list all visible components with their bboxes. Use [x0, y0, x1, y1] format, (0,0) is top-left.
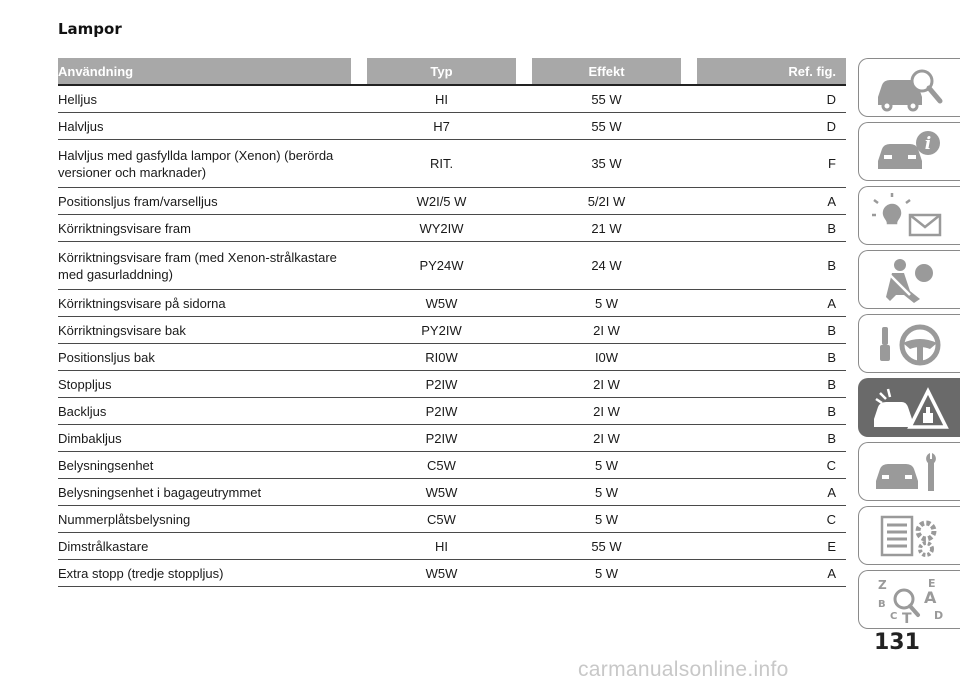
cell-ref-fig: A	[827, 295, 836, 311]
cell-power: 2I W	[593, 322, 620, 338]
header-power: Effekt	[532, 58, 681, 84]
table-row	[58, 140, 846, 188]
cell-ref-fig: B	[827, 349, 836, 365]
cell-type: W5W	[425, 565, 458, 581]
cell-ref-fig: A	[827, 565, 836, 581]
table-row	[58, 317, 846, 344]
cell-power: 55 W	[591, 538, 622, 554]
car-info-icon	[870, 127, 950, 177]
cell-ref-fig: D	[826, 118, 836, 134]
cell-usage: Backljus	[58, 403, 107, 419]
table-row	[58, 425, 846, 452]
car-search-icon	[870, 63, 950, 113]
cell-ref-fig: B	[827, 376, 836, 392]
cell-power: 5 W	[594, 295, 619, 311]
index-letter-z: Z	[877, 577, 887, 592]
tab-driving[interactable]	[858, 314, 960, 373]
cell-power: 5 W	[594, 565, 619, 581]
cell-ref-fig: C	[826, 457, 836, 473]
cell-power: 5/2I W	[587, 193, 626, 209]
table-row	[58, 452, 846, 479]
cell-type: RIT.	[429, 156, 454, 171]
index-letter-b: B	[877, 598, 886, 610]
cell-type: P2IW	[425, 430, 458, 446]
cell-power: 2I W	[593, 403, 620, 419]
specifications-gear-icon	[870, 511, 950, 561]
cell-type: W2I/5 W	[416, 193, 467, 209]
cell-type: WY2IW	[419, 220, 464, 236]
alphabetical-index-icon	[870, 575, 950, 625]
cell-ref-fig: B	[827, 258, 836, 273]
cell-usage: Nummerplåtsbelysning	[58, 511, 191, 527]
index-letter-e: E	[927, 576, 936, 590]
table-row	[58, 188, 846, 215]
cell-usage: Halvljus med gasfyllda lampor (Xenon) (berörda versioner och marknader)	[58, 147, 334, 180]
tab-warning-lights[interactable]	[858, 186, 960, 245]
header-type: Typ	[367, 58, 516, 84]
tab-index[interactable]	[858, 570, 960, 629]
index-letter-t: T	[901, 610, 912, 625]
cell-ref-fig: A	[827, 484, 836, 500]
cell-type: W5W	[425, 484, 458, 500]
cell-type: H7	[433, 118, 450, 134]
cell-usage: Dimstrålkastare	[58, 538, 149, 554]
cell-type: C5W	[427, 511, 456, 527]
table-row	[58, 371, 846, 398]
table-row	[58, 560, 846, 587]
index-letter-d: D	[933, 608, 943, 622]
chapter-tabs	[858, 58, 960, 634]
cell-type: PY2IW	[421, 322, 462, 338]
svg-text:i: i	[924, 133, 931, 154]
table-row	[58, 533, 846, 560]
table-row	[58, 215, 846, 242]
tab-specifications[interactable]	[858, 506, 960, 565]
cell-usage: Extra stopp (tredje stoppljus)	[58, 565, 224, 581]
cell-usage: Positionsljus bak	[58, 349, 155, 365]
cell-type: PY24W	[419, 258, 464, 273]
index-letter-a: A	[923, 587, 936, 607]
header-usage: Användning	[58, 58, 351, 84]
header-ref-fig: Ref. fig.	[697, 58, 846, 84]
table-row	[58, 113, 846, 140]
cell-type: P2IW	[425, 403, 458, 419]
cell-ref-fig: B	[827, 430, 836, 446]
bulb-spec-table	[58, 58, 846, 587]
cell-power: 21 W	[591, 220, 622, 236]
cell-type: P2IW	[425, 376, 458, 392]
cell-usage: Körriktningsvisare fram (med Xenon-strålkastare med gasurladdning)	[58, 249, 337, 282]
cell-usage: Halvljus	[58, 118, 104, 134]
cell-usage: Belysningsenhet	[58, 457, 154, 473]
cell-power: I0W	[594, 349, 619, 365]
cell-ref-fig: B	[827, 403, 836, 419]
cell-type: C5W	[427, 457, 456, 473]
table-row	[58, 479, 846, 506]
cell-power: 55 W	[591, 91, 622, 107]
cell-power: 2I W	[593, 376, 620, 392]
table-row	[58, 398, 846, 425]
table-header	[58, 58, 846, 86]
cell-ref-fig: E	[827, 538, 836, 554]
cell-usage: Körriktningsvisare på sidorna	[58, 295, 226, 311]
cell-ref-fig: F	[828, 156, 836, 171]
table-row	[58, 344, 846, 371]
index-letter-c: C	[889, 610, 897, 622]
page-number: 131	[874, 630, 920, 655]
cell-ref-fig: B	[827, 322, 836, 338]
warning-light-message-icon	[870, 191, 950, 241]
cell-usage: Belysningsenhet i bagageutrymmet	[58, 484, 262, 500]
cell-type: W5W	[425, 295, 458, 311]
cell-power: 55 W	[591, 118, 622, 134]
section-title: Lampor	[58, 20, 122, 38]
table-row	[58, 290, 846, 317]
cell-ref-fig: D	[826, 91, 836, 107]
cell-power: 35 W	[591, 156, 622, 171]
tab-safety[interactable]	[858, 250, 960, 309]
table-body	[58, 86, 846, 587]
tab-maintenance[interactable]	[858, 442, 960, 501]
cell-type: HI	[435, 91, 448, 107]
cell-ref-fig: A	[827, 193, 836, 209]
cell-usage: Körriktningsvisare bak	[58, 322, 186, 338]
watermark[interactable]: carmanualsonline.info	[578, 658, 789, 681]
steering-wheel-icon	[870, 319, 950, 369]
tab-emergency[interactable]	[858, 378, 960, 437]
tab-car-search[interactable]	[858, 58, 960, 117]
cell-usage: Helljus	[58, 91, 98, 107]
cell-type: RI0W	[425, 349, 458, 365]
cell-power: 24 W	[591, 258, 622, 273]
cell-ref-fig: B	[827, 220, 836, 236]
car-wrench-icon	[870, 447, 950, 497]
tab-car-info[interactable]	[858, 122, 960, 181]
car-warning-triangle-icon	[870, 383, 950, 433]
table-row	[58, 86, 846, 113]
table-row	[58, 242, 846, 290]
cell-usage: Stoppljus	[58, 376, 112, 392]
cell-power: 2I W	[593, 430, 620, 446]
cell-type: HI	[435, 538, 448, 554]
cell-power: 5 W	[594, 484, 619, 500]
table-row	[58, 506, 846, 533]
cell-power: 5 W	[594, 511, 619, 527]
cell-usage: Positionsljus fram/varselljus	[58, 193, 218, 209]
cell-usage: Dimbakljus	[58, 430, 122, 446]
cell-ref-fig: C	[826, 511, 836, 527]
airbag-seatbelt-icon	[870, 255, 950, 305]
cell-power: 5 W	[594, 457, 619, 473]
cell-usage: Körriktningsvisare fram	[58, 220, 191, 236]
